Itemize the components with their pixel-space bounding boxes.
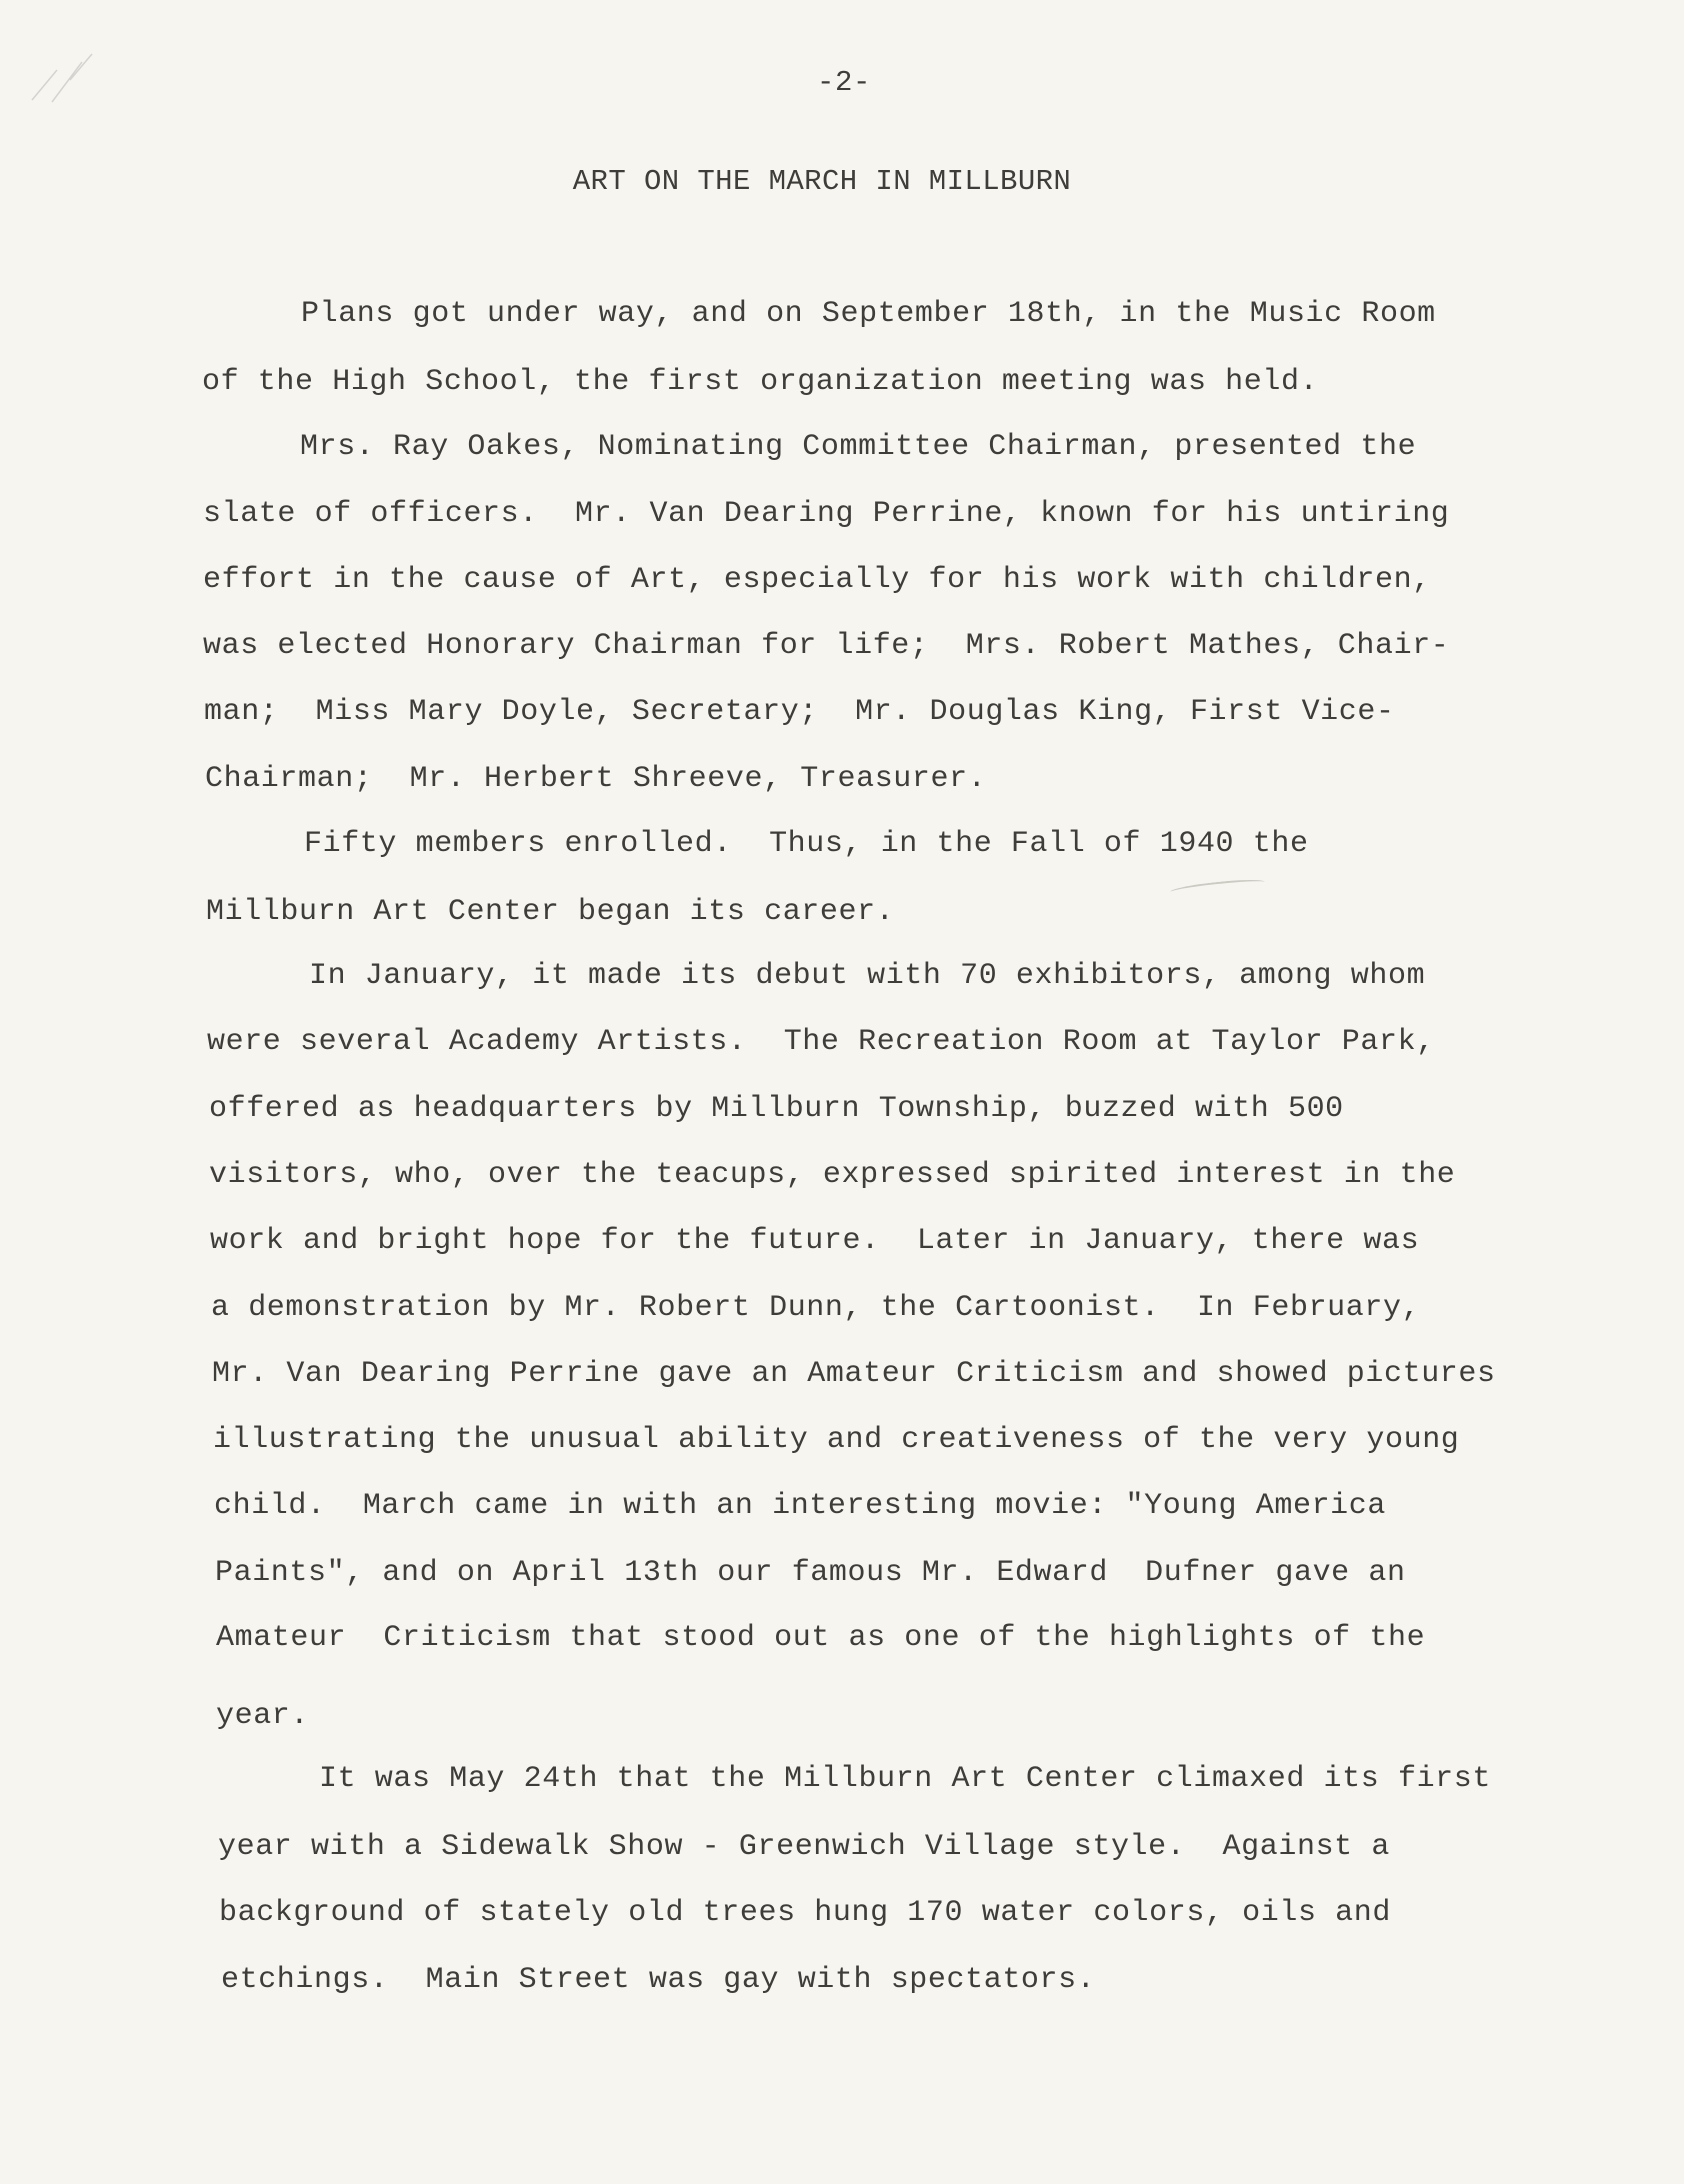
text-line: offered as headquarters by Millburn Township, buzzed with 500: [209, 1092, 1344, 1126]
text-line: illustrating the unusual ability and creativeness of the very young: [213, 1423, 1460, 1457]
text-line: In January, it made its debut with 70 exhibitors, among whom: [309, 959, 1426, 993]
page-number: -2-: [816, 66, 871, 99]
text-line: year with a Sidewalk Show - Greenwich Village style. Against a: [218, 1830, 1390, 1864]
text-line: year.: [216, 1699, 310, 1733]
text-line: man; Miss Mary Doyle, Secretary; Mr. Douglas King, First Vice-: [204, 695, 1395, 729]
text-line: Chairman; Mr. Herbert Shreeve, Treasurer.: [205, 762, 987, 796]
text-line: Mr. Van Dearing Perrine gave an Amateur Criticism and showed pictures: [212, 1357, 1496, 1391]
text-line: was elected Honorary Chairman for life; Mrs. Robert Mathes, Chair-: [203, 629, 1450, 663]
text-line: Mrs. Ray Oakes, Nominating Committee Chairman, presented the: [300, 430, 1417, 464]
text-line: a demonstration by Mr. Robert Dunn, the Cartoonist. In February,: [211, 1291, 1421, 1325]
document-title: ART ON THE MARCH IN MILLBURN: [572, 165, 1072, 198]
text-line: visitors, who, over the teacups, expressed spirited interest in the: [209, 1158, 1456, 1192]
paper-smudge: [1170, 877, 1266, 897]
text-line: Paints", and on April 13th our famous Mr. Edward Dufner gave an: [215, 1556, 1406, 1590]
text-line: of the High School, the first organization meeting was held.: [202, 365, 1319, 399]
text-line: work and bright hope for the future. Later in January, there was: [210, 1224, 1420, 1258]
text-line: etchings. Main Street was gay with spectators.: [221, 1963, 1096, 1997]
text-line: background of stately old trees hung 170 water colors, oils and: [219, 1896, 1391, 1930]
text-line: slate of officers. Mr. Van Dearing Perrine, known for his untiring: [203, 497, 1450, 531]
text-line: Millburn Art Center began its career.: [206, 895, 895, 929]
text-line: It was May 24th that the Millburn Art Center climaxed its first: [319, 1762, 1491, 1796]
text-line: were several Academy Artists. The Recreation Room at Taylor Park,: [207, 1025, 1435, 1059]
text-line: Amateur Criticism that stood out as one of the highlights of the: [216, 1621, 1426, 1655]
text-line: Plans got under way, and on September 18th, in the Music Room: [301, 297, 1436, 331]
text-line: effort in the cause of Art, especially for his work with children,: [203, 563, 1431, 597]
text-line: child. March came in with an interesting movie: "Young America: [214, 1489, 1386, 1523]
text-line: Fifty members enrolled. Thus, in the Fall of 1940 the: [304, 827, 1309, 861]
